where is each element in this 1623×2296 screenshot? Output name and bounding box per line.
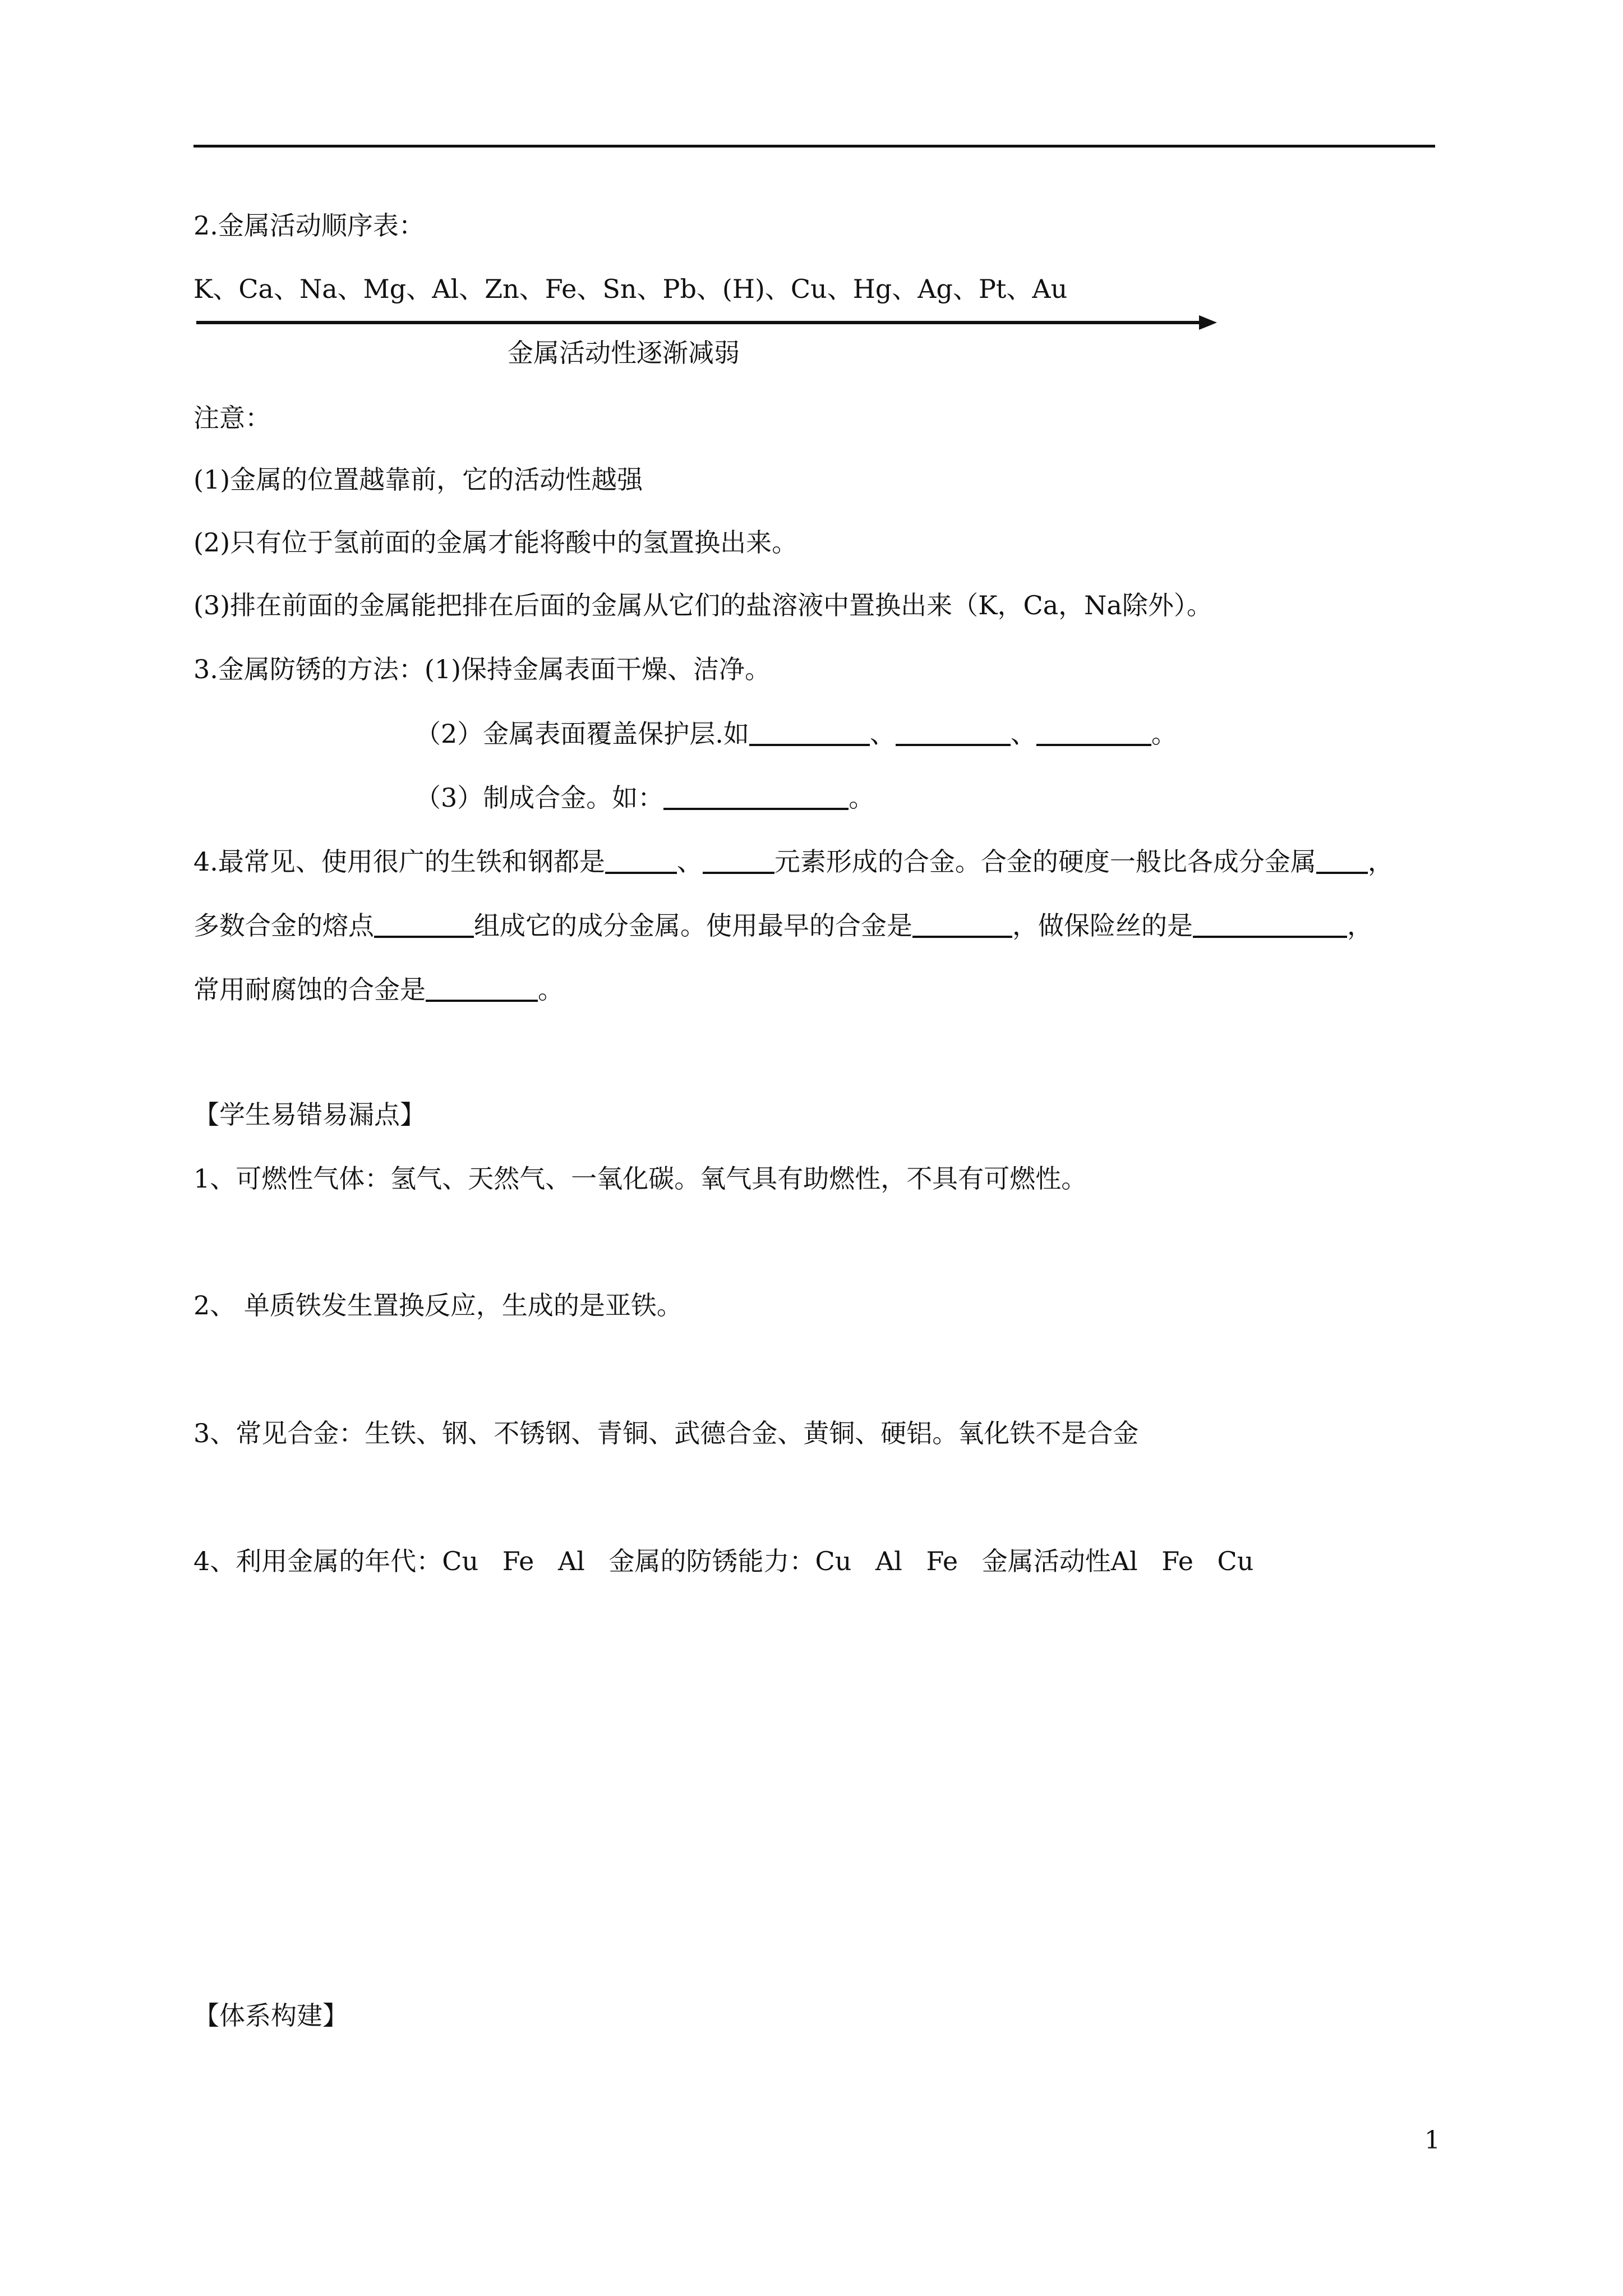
section-4-line-3 (193, 974, 564, 1005)
activity-arrow-icon (196, 313, 1217, 332)
separator: 、 (869, 719, 896, 749)
mistake-item-1: 1、可燃性气体：氢气、天然气、一氧化碳。氧气具有助燃性，不具有可燃性。 (193, 1163, 1087, 1194)
activity-series: K、Ca、Na、Mg、Al、Zn、Fe、Sn、Pb、(H)、Cu、Hg、Ag、Pt、Au (193, 274, 1068, 304)
blank (605, 846, 677, 874)
mistake-item-2: 2、 单质铁发生置换反应，生成的是亚铁。 (193, 1290, 683, 1320)
section-3-line-2 (415, 718, 1177, 749)
section-3-line-1: 3.金属防锈的方法：(1)保持金属表面干燥、洁净。 (193, 654, 771, 684)
mistake-item-3: 3、常见合金：生铁、钢、不锈钢、青铜、武德合金、黄铜、硬铝。氧化铁不是合金 (193, 1418, 1139, 1448)
s4-text-3: 多数合金的熔点 (193, 910, 374, 941)
alloy-text: （3）制成合金。如： (415, 783, 664, 813)
section-3-line-3 (415, 782, 874, 813)
separator: 、 (676, 846, 703, 877)
blank (426, 974, 538, 1002)
system-heading: 【体系构建】 (193, 2000, 348, 2031)
arrow-label: 金属活动性逐渐减弱 (508, 338, 740, 368)
coating-text: （2）金属表面覆盖保护层.如 (415, 719, 749, 749)
mistakes-heading: 【学生易错易漏点】 (193, 1099, 426, 1130)
blank (1036, 718, 1151, 746)
note-2: (2)只有位于氢前面的金属才能将酸中的氢置换出来。 (193, 527, 798, 558)
blank (912, 910, 1012, 938)
note-1: (1)金属的位置越靠前，它的活动性越强 (193, 464, 643, 495)
comma: ， (1367, 846, 1394, 877)
blank (1316, 846, 1368, 874)
s4-text-2: 元素形成的合金。合金的硬度一般比各成分金属 (774, 846, 1316, 877)
period: 。 (538, 974, 564, 1005)
blank (703, 846, 774, 874)
section-4-line-2 (193, 910, 1373, 941)
section-2-title: 2.金属活动顺序表： (193, 210, 425, 241)
s4-text-6: 常用耐腐蚀的合金是 (193, 974, 426, 1005)
comma: ， (1347, 910, 1373, 941)
period: 。 (1151, 719, 1177, 749)
blank (896, 718, 1011, 746)
mistake-item-4: 4、利用金属的年代：Cu Fe Al 金属的防锈能力：Cu Al Fe 金属活动性Al Fe Cu (193, 1546, 1254, 1576)
blank (374, 910, 474, 938)
blank (749, 718, 870, 746)
blank (1193, 910, 1347, 938)
note-3: (3)排在前面的金属能把排在后面的金属从它们的盐溶液中置换出来（K，Ca，Na除外）。 (193, 590, 1212, 620)
page-number: 1 (1424, 2126, 1440, 2155)
separator: 、 (1010, 719, 1036, 749)
blank (663, 782, 849, 810)
note-title: 注意： (193, 403, 271, 433)
section-4-line-1 (193, 846, 1394, 877)
s4-text-1: 4.最常见、使用很广的生铁和钢都是 (193, 846, 605, 877)
period: 。 (849, 783, 875, 813)
s4-text-5: ，做保险丝的是 (1012, 910, 1193, 941)
header-rule (193, 145, 1435, 148)
s4-text-4: 组成它的成分金属。使用最早的合金是 (474, 910, 912, 941)
